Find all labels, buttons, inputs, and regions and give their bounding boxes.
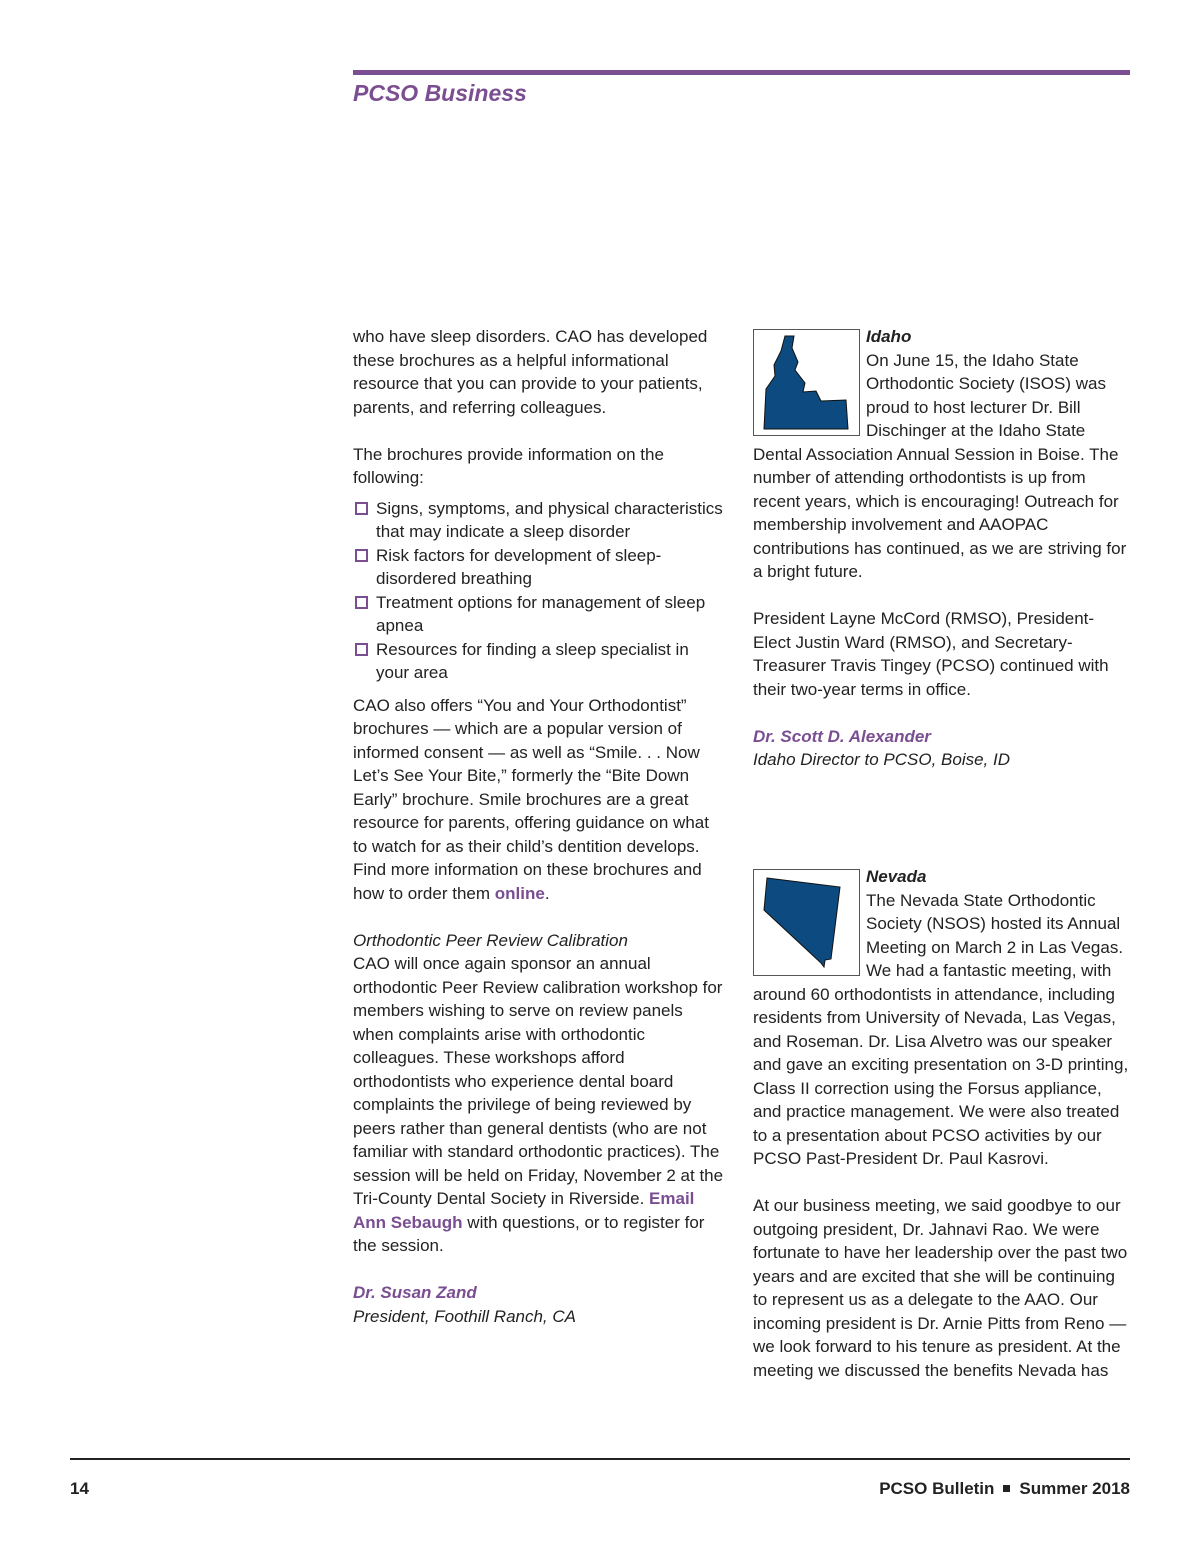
cao-brochures-paragraph: CAO also offers “You and Your Orthodontist” brochures — which are a popular version of informed consent — as well as “Smile. . . Now Let’s See Your Bite,” formerly the “Bite Down Early” brochure. Smile brochures are a great resource for parents, offering guidance on what to watch for as their child’s dentition develops. Find more information on these brochures and how to order them online. — [353, 695, 709, 903]
idaho-paragraph-2: President Layne McCord (RMSO), President-Elect Justin Ward (RMSO), and Secretary-Treasurer Travis Tingey (PCSO) continued with their two-year terms in office. — [753, 609, 1109, 699]
online-link[interactable]: online — [494, 883, 545, 903]
nevada-map-box — [753, 869, 860, 976]
nevada-paragraph-1: The Nevada State Orthodontic Society (NSOS) hosted its Annual Meeting on March 2 in Las Vegas. We had a fantastic meeting, with around 60 orthodontists in attendance, including residents from University of Nevada, Las Vegas, and Roseman. Dr. Lisa Alvetro was our speaker and gave an exciting presentation on 3-D printing, Class II correction using the Forsus appliance, and practice management. We were also treated to a presentation about PCSO activities by our PCSO Past-President Dr. Paul Kasrovi. — [753, 890, 1129, 1168]
footer-rule — [70, 1458, 1130, 1460]
left-signature — [353, 1281, 725, 1328]
idaho-map-icon — [761, 334, 853, 432]
list-item: Treatment options for management of sleep apnea — [353, 591, 725, 638]
nevada-heading: Nevada — [866, 867, 927, 886]
list-item: Risk factors for development of sleep-disordered breathing — [353, 544, 725, 591]
idaho-signature — [753, 725, 1131, 772]
section-spacer — [753, 795, 1131, 865]
nevada-paragraph-2: At our business meeting, we said goodbye to our outgoing president, Dr. Jahnavi Rao. We were fortunate to have her leadership over the past two years and are excited that she will be continuing to represent us as a delegate to the AAO. Our incoming president is Dr. Arnie Pitts from Reno — we look forward to his tenure as president. At the meeting we discussed the benefits Nevada has — [753, 1196, 1128, 1380]
brochure-topics-list — [353, 497, 725, 685]
idaho-heading: Idaho — [866, 327, 912, 346]
publication-name: PCSO Bulletin — [879, 1479, 995, 1498]
idaho-map-box — [753, 329, 860, 436]
section-title: PCSO Business — [353, 80, 527, 106]
nevada-section — [753, 865, 1131, 1382]
peer-review-subhead: Orthodontic Peer Review Calibration — [353, 930, 628, 950]
header-rule — [353, 70, 1130, 75]
checkbox-bullet-icon — [355, 596, 368, 609]
email-ann-sebaugh-link[interactable]: Email Ann Sebaugh — [353, 1189, 695, 1232]
left-column — [353, 325, 725, 1352]
brochure-info-paragraph: The brochures provide information on the following: — [353, 444, 664, 487]
checkbox-bullet-icon — [355, 502, 368, 515]
page-number: 14 — [70, 1479, 89, 1498]
intro-paragraph: who have sleep disorders. CAO has developed these brochures as a helpful informational resource that you can provide to your patients, parents, and referring colleagues. — [353, 327, 708, 417]
idaho-section — [753, 325, 1131, 772]
square-separator-icon — [1003, 1485, 1010, 1492]
idaho-paragraph-1: On June 15, the Idaho State Orthodontic Society (ISOS) was proud to host lecturer Dr. Bill Dischinger at the Idaho State Dental Association Annual Session in Boise. The number of attending orthodontists is up from recent years, which is encouraging! Outreach for membership involvement and AAOPAC contributions has continued, as we are striving for a bright future. — [753, 350, 1127, 581]
checkbox-bullet-icon — [355, 549, 368, 562]
signature-name: Dr. Scott D. Alexander — [753, 726, 931, 746]
signature-title: Idaho Director to PCSO, Boise, ID — [753, 750, 1010, 769]
footer-publication-info — [879, 1479, 1130, 1499]
issue-date: Summer 2018 — [1019, 1479, 1130, 1498]
checkbox-bullet-icon — [355, 643, 368, 656]
nevada-map-icon — [761, 874, 853, 972]
signature-title: President, Foothill Ranch, CA — [353, 1306, 576, 1326]
list-item: Signs, symptoms, and physical characteristics that may indicate a sleep disorder — [353, 497, 725, 544]
peer-review-paragraph: Orthodontic Peer Review Calibration CAO will once again sponsor an annual orthodontic Peer Review calibration workshop for members wishing to serve on review panels when complaints arise with orthodontic colleagues. These workshops afford orthodontists who experience dental board complaints the privilege of being reviewed by peers rather than general dentists (who are not familiar with standard orthodontic practices). The session will be held on Friday, November 2 at the Tri-County Dental Society in Riverside. Email Ann Sebaugh with questions, or to register for the session. — [353, 930, 724, 1255]
signature-name: Dr. Susan Zand — [353, 1283, 477, 1302]
right-column — [753, 325, 1131, 1406]
list-item: Resources for finding a sleep specialist in your area — [353, 638, 725, 685]
